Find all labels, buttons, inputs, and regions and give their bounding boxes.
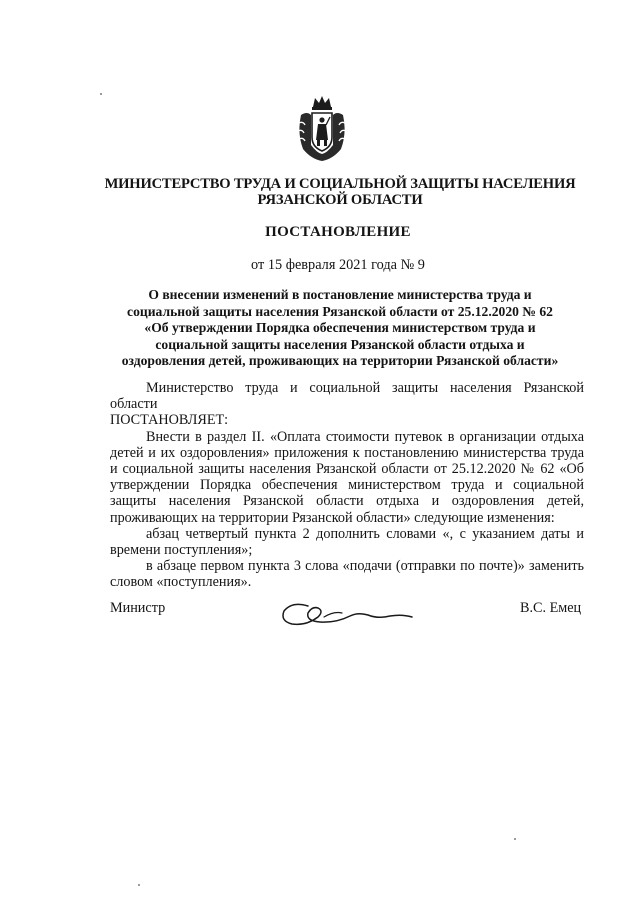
ministry-heading (60, 176, 620, 208)
signatory-name: В.С. Емец (520, 600, 582, 616)
amendment-paragraph-1: Внести в раздел II. «Оплата стоимости путевок в организации отдыха детей и их оздоровления» приложения к постановлению министерства труда и социальной защиты населения Рязанской области от 25.12.2020 № 62 «Об утверждении Порядка обеспечения министерством труда и социальной защиты населения Рязанской области отдыха и оздоровления детей, проживающих на территории Рязанской области» следующие изменения: (110, 428, 584, 526)
document-type-title: ПОСТАНОВЛЕНИЕ (265, 224, 411, 240)
scan-speck (100, 93, 102, 95)
subject-line: оздоровления детей, проживающих на территории Рязанской области» (121, 353, 559, 369)
document-body (110, 380, 584, 591)
document-date-number: от 15 февраля 2021 года № 9 (251, 257, 425, 273)
ministry-line-2: РЯЗАНСКОЙ ОБЛАСТИ (257, 192, 423, 208)
decree-word: ПОСТАНОВЛЯЕТ: (110, 412, 229, 429)
subject-line: социальной защиты населения Рязанской области от 25.12.2020 № 62 (127, 303, 553, 319)
document-subject (100, 287, 580, 370)
scan-speck (514, 838, 516, 840)
signatory-title: Министр (110, 600, 166, 616)
subject-line: О внесении изменений в постановление министерства труда и (148, 287, 532, 302)
handwritten-signature (278, 597, 414, 631)
intro-paragraph: Министерство труда и социальной защиты населения Рязанской области (110, 380, 584, 413)
subject-line: социальной защиты населения Рязанской области отдыха и (155, 336, 525, 352)
amendment-paragraph-2: абзац четвертый пункта 2 дополнить словами «, с указанием даты и времени поступления»; (110, 525, 584, 559)
amendment-paragraph-3: в абзаце первом пункта 3 слова «подачи (отправки по почте)» заменить словом «поступления». (110, 558, 584, 591)
scan-speck (138, 884, 140, 886)
ministry-line-1: МИНИСТЕРСТВО ТРУДА И СОЦИАЛЬНОЙ ЗАЩИТЫ НАСЕЛЕНИЯ (104, 176, 576, 192)
ryazan-coat-of-arms-icon (293, 93, 351, 163)
subject-line: «Об утверждении Порядка обеспечения министерством труда и (144, 320, 536, 336)
